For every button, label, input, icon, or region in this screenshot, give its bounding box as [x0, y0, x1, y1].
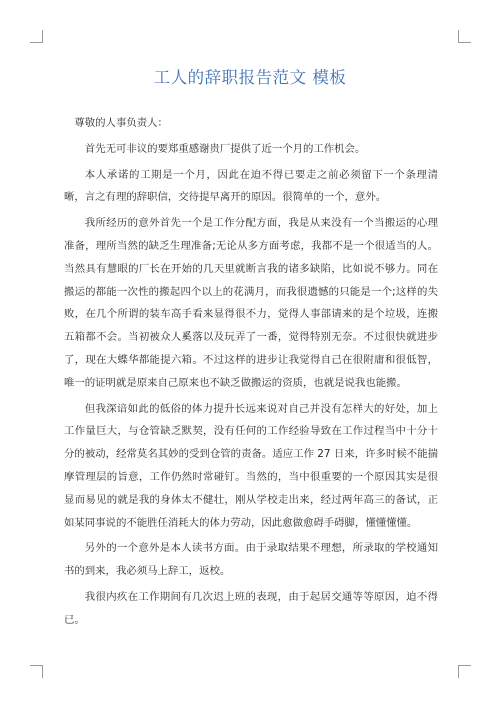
salutation: 尊敬的人事负责人： [74, 117, 168, 129]
document-body [64, 112, 438, 635]
crop-mark-top-right [458, 30, 471, 43]
paragraph: 我所经历的意外首先一个是工作分配方面，我是从来没有一个当搬运的心理准备，理所当然的缺乏生理准备;无论从多方面考虑，我都不是一个很适当的人。当然具有慧眼的厂长在开始的几天里就断言我的诸多缺陷，比如说不够力。同在搬运的都能一次性的搬起四个以上的花满月，而我很遗憾的只能是一个;这样的失败，在几个所谓的装车高手看来显得很不力，觉得人事部请来的是个垃圾，连搬五箱都不会。当初被众人奚落以及玩弄了一番，觉得特别无奈。不过很快就进步了，现在大蝶华都能提六箱。不过这样的进步让我觉得自己在很附庸和很低智，唯一的证明就是原来自己原来也不缺乏做搬运的资质，也就是说我也能搬。 [64, 217, 438, 389]
paragraph: 本人承诺的工期是一个月，因此在迫不得已要走之前必须留下一个条理清晰，言之有理的辞职信，交待提早离开的原因。很简单的一个，意外。 [64, 168, 438, 204]
crop-mark-bottom-right [458, 665, 471, 678]
crop-mark-bottom-left [30, 665, 43, 678]
paragraph: 但我深谙如此的低俗的体力提升长远来说对自己并没有怎样大的好处，加上工作量巨大，与仓管缺乏默契，没有任何的工作经验导致在工作过程当中十分十分的被动，经常莫名其妙的受到仓管的责备。适应工作 27 日来，许多时候不能揣摩管理层的旨意，工作仍然时常碰钉。当然的，当中很重要的一个原因其实是很显而易见的就是我的身体太不健壮，刚从学校走出来，经过两年高三的备试，正如某同事说的不能胜任消耗大的体力劳动，因此愈做愈碍手碍脚，懂懂懂懂。 [64, 402, 438, 529]
crop-mark-top-left [30, 30, 43, 43]
paragraph: 另外的一个意外是本人读书方面。由于录取结果不理想，所录取的学校通知书的到来，我必须马上辞工，返校。 [64, 542, 438, 578]
paragraph: 首先无可非议的要郑重感谢贵厂提供了近一个月的工作机会。 [84, 142, 366, 155]
document-title: 工人的辞职报告范文 模板 [153, 68, 347, 87]
paragraph: 我很内疚在工作期间有几次迟上班的表现，由于起居交通等等原因，迫不得已。 [64, 590, 438, 626]
